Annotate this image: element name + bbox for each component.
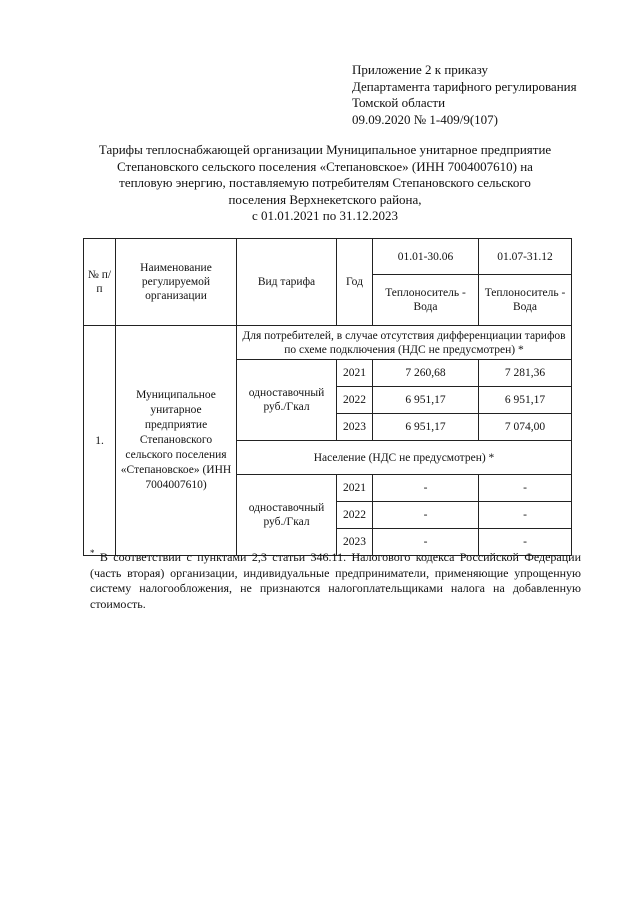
header-org: Наименование регулируемой организации [116,239,237,326]
title-line-3: тепловую энергию, поставляемую потребителям Степановского сельского [119,175,531,190]
header-carrier-1: Теплоноситель - Вода [373,275,479,326]
table-cell-value: - [373,475,479,502]
group-2-tariff-type: одноставочный руб./Гкал [237,475,337,556]
group-1-label: Для потребителей, в случае отсутствия дифференциации тарифов по схеме подключения (НДС не предусмотрен) * [237,326,572,360]
table-cell-year: 2022 [337,502,373,529]
footnote-text: В соответствии с пунктами 2,3 статьи 346.11. Налогового кодекса Российской Федерации (часть вторая) организации, индивидуальные предприниматели, применяющие упрощенную систему налогообложения, не признаются налогоплательщиками налога на добавленную стоимость. [90,550,582,611]
tariff-table [83,238,572,556]
appendix-line-1: Приложение 2 к приказу [352,62,489,77]
document-title [60,142,590,225]
title-line-4: поселения Верхнекетского района, [228,191,422,207]
table-cell-value: 6 951,17 [373,414,479,441]
row-number: 1. [84,326,116,556]
footnote-mark: * [90,548,95,558]
org-name: Муниципальное унитарное предприятие Степановского сельского поселения «Степановское» (ИНН 7004007610) [116,326,237,556]
group-1-tariff-type: одноставочный руб./Гкал [237,360,337,441]
appendix-block [352,62,622,128]
title-line-2: Степановского сельского поселения «Степановское» (ИНН 7004007610) на [117,158,533,174]
table-cell-year: 2023 [337,529,373,556]
header-period-2: 01.07-31.12 [479,239,572,275]
header-carrier-2: Теплоноситель - Вода [479,275,572,326]
table-cell-year: 2022 [337,387,373,414]
appendix-line-3: Томской области [352,95,446,110]
group-2-label: Население (НДС не предусмотрен) * [237,441,572,475]
table-cell-value: - [479,529,572,556]
table-cell-value: 7 260,68 [373,360,479,387]
table-cell-year: 2023 [337,414,373,441]
table-cell-value: - [479,502,572,529]
table-cell-value: - [479,475,572,502]
table-cell-value: - [373,529,479,556]
table-cell-value: - [373,502,479,529]
table-cell-year: 2021 [337,360,373,387]
appendix-line-4: 09.09.2020 № 1-409/9(107) [352,111,499,127]
title-line-1: Тарифы теплоснабжающей организации Муниципальное унитарное предприятие [98,142,552,157]
table-cell-value: 7 281,36 [479,360,572,387]
header-num: № п/п [84,239,116,326]
title-line-5: с 01.01.2021 по 31.12.2023 [252,208,398,223]
appendix-line-2: Департамента тарифного регулирования [352,78,577,94]
footnote [90,550,581,612]
header-period-1: 01.01-30.06 [373,239,479,275]
header-tariff-type: Вид тарифа [237,239,337,326]
table-cell-value: 6 951,17 [373,387,479,414]
table-cell-value: 6 951,17 [479,387,572,414]
header-year: Год [337,239,373,326]
table-cell-year: 2021 [337,475,373,502]
table-cell-value: 7 074,00 [479,414,572,441]
